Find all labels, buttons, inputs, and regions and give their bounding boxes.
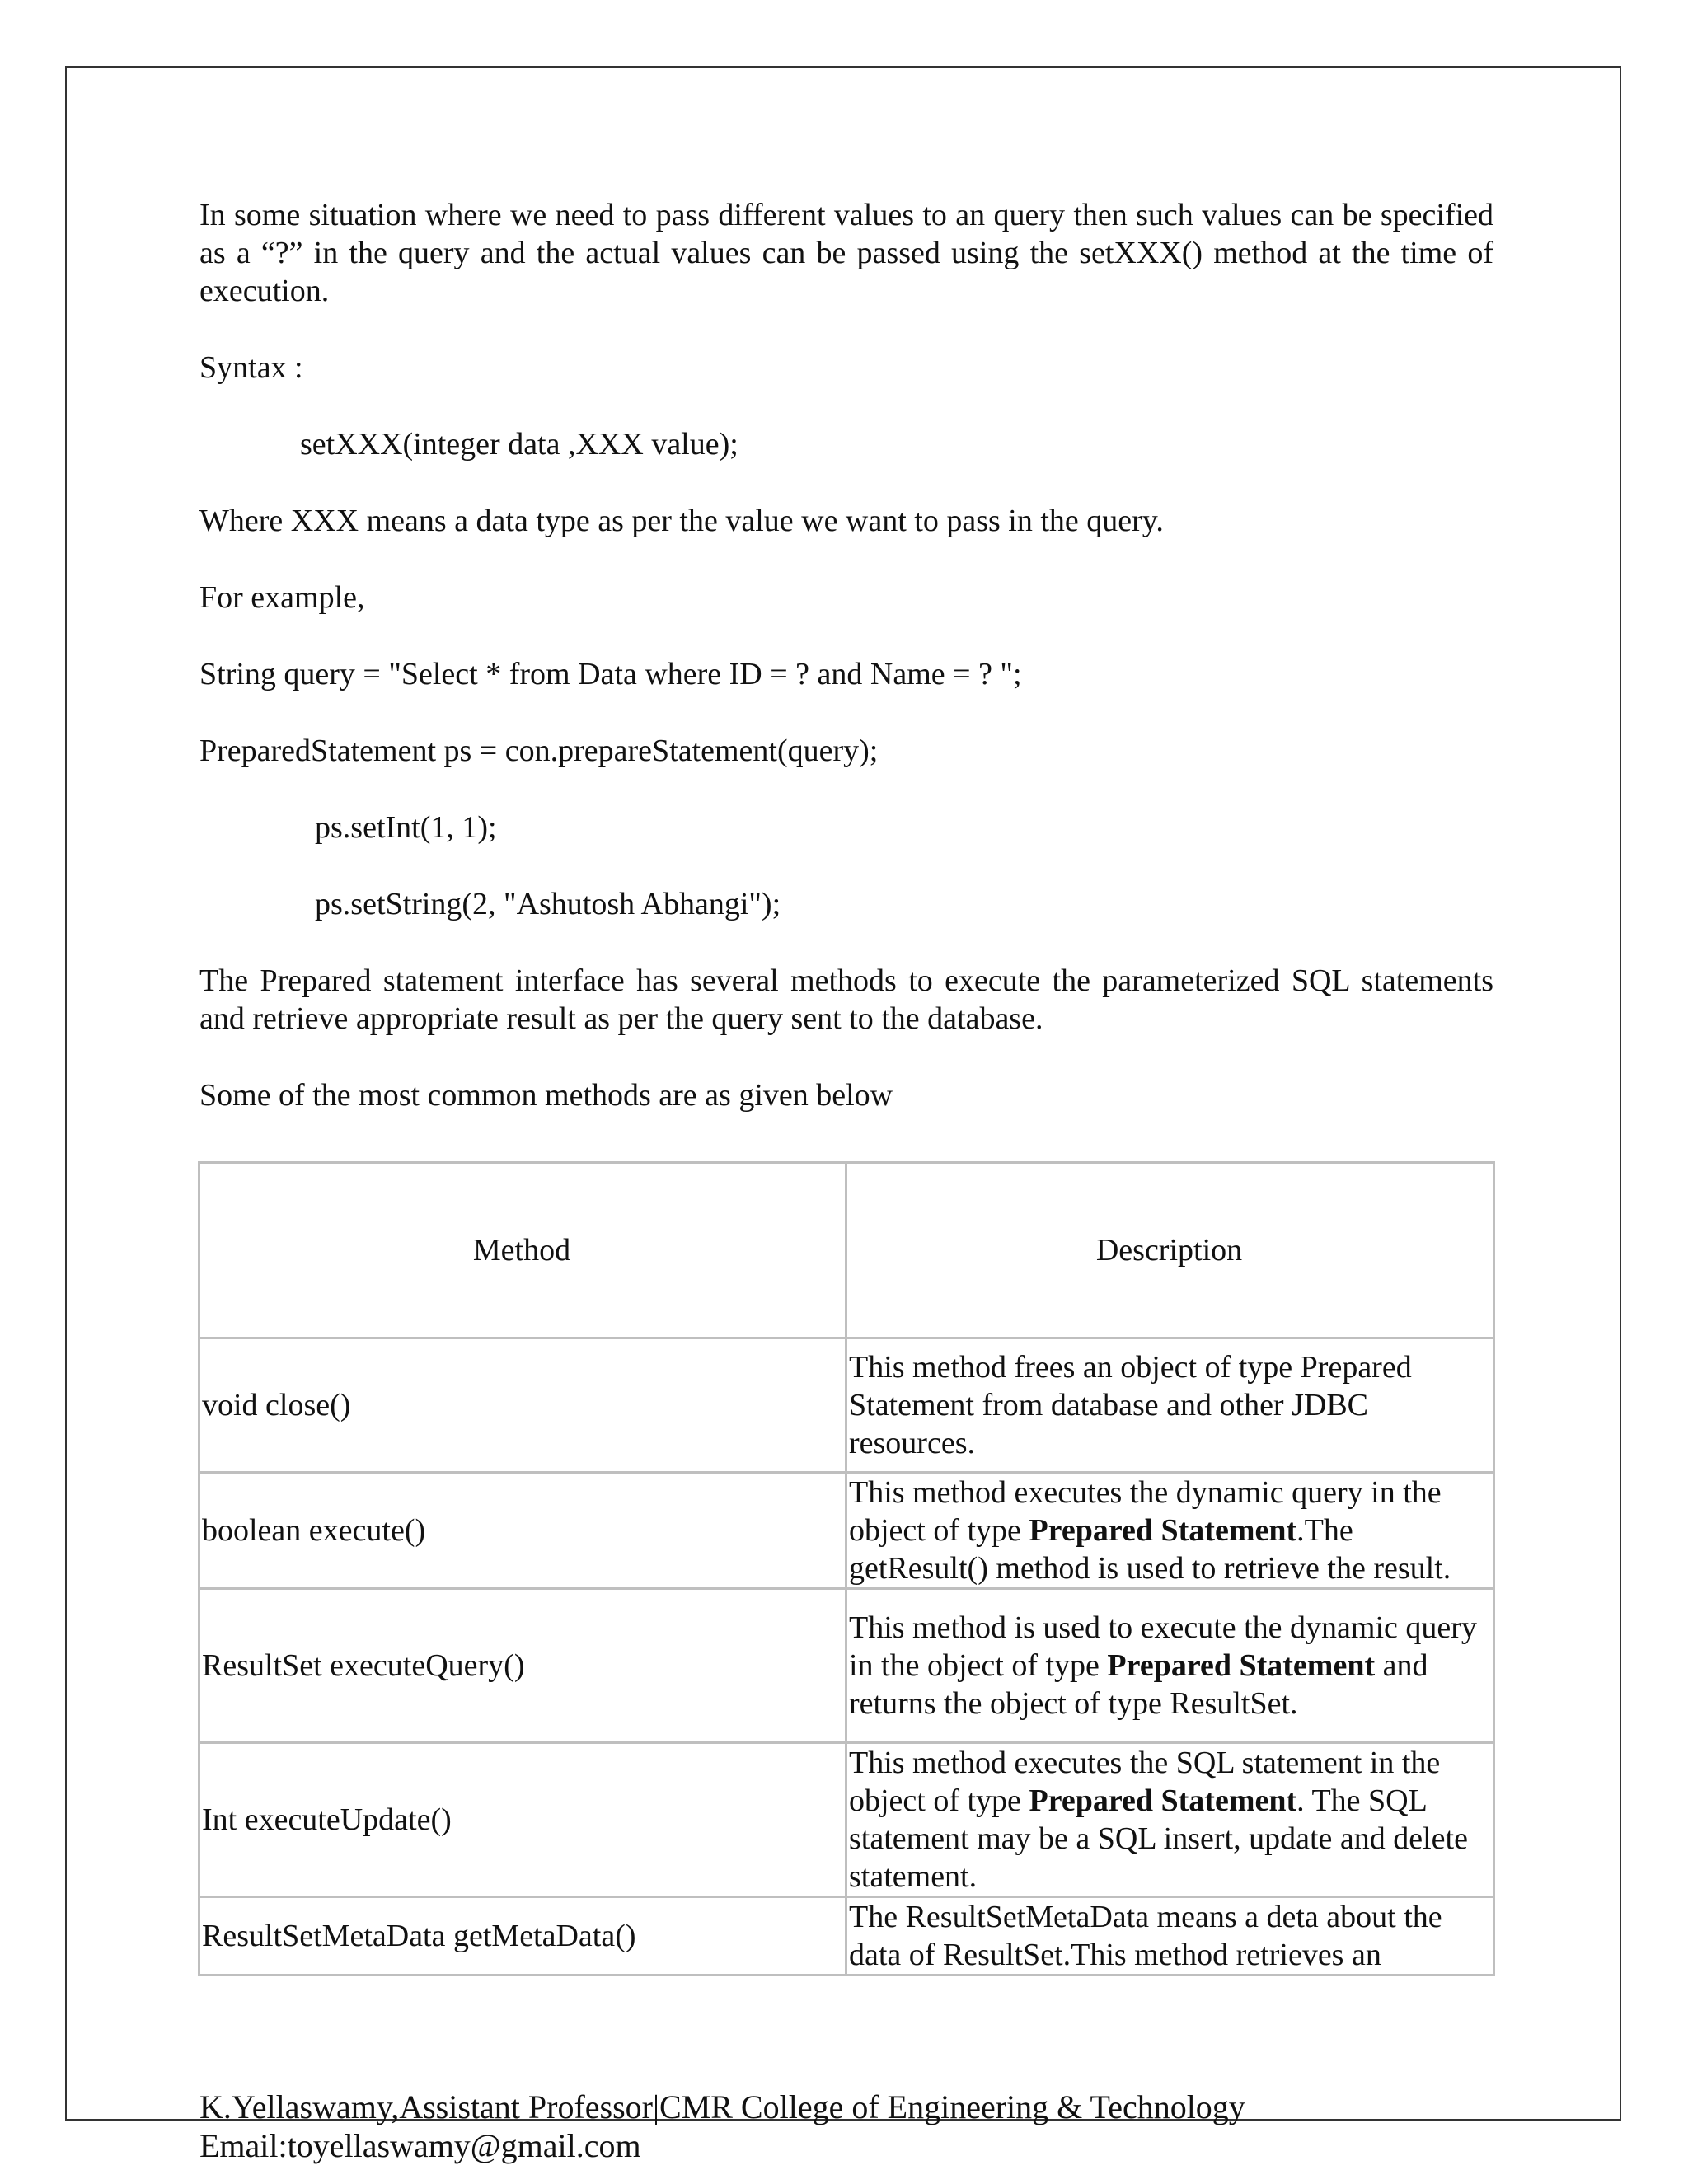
method-cell: Int executeUpdate() bbox=[199, 1743, 846, 1897]
description-cell bbox=[846, 1897, 1494, 1975]
description-text: This method executes the dynamic query in the object of type bbox=[849, 1475, 1442, 1548]
description-cell bbox=[846, 1338, 1494, 1473]
description-text: and returns the object of type ResultSet. bbox=[849, 1648, 1428, 1721]
description-bold-text: Prepared Statement bbox=[1107, 1648, 1376, 1683]
set-int-code-line: ps.setInt(1, 1); bbox=[315, 810, 497, 845]
description-text: .The getResult() method is used to retrieve the result. bbox=[849, 1513, 1451, 1586]
description-cell bbox=[846, 1473, 1494, 1589]
set-string-code-line: ps.setString(2, "Ashutosh Abhangi"); bbox=[315, 887, 781, 921]
description-bold-text: Prepared Statement bbox=[1029, 1513, 1297, 1548]
for-example-label: For example, bbox=[199, 580, 365, 615]
method-column-header: Method bbox=[199, 1163, 846, 1338]
page-footer bbox=[199, 2088, 1245, 2165]
description-text: This method is used to execute the dynamic query in the object of type bbox=[849, 1610, 1477, 1683]
description-text: . The SQL statement may be a SQL insert, update and delete statement. bbox=[849, 1783, 1468, 1894]
table-row bbox=[199, 1743, 1494, 1897]
description-column-header: Description bbox=[846, 1163, 1494, 1338]
method-cell: ResultSet executeQuery() bbox=[199, 1589, 846, 1743]
description-text: This method frees an object of type Prepared Statement from database and other JDBC resources. bbox=[849, 1350, 1412, 1460]
table-row bbox=[199, 1589, 1494, 1743]
intro-paragraph: In some situation where we need to pass different values to an query then such values can be specified as a “?” in the query and the actual values can be passed using the setXXX() method at the time of execution. bbox=[199, 198, 1493, 308]
description-cell bbox=[846, 1743, 1494, 1897]
method-cell: boolean execute() bbox=[199, 1473, 846, 1589]
methods-table bbox=[198, 1161, 1495, 1976]
table-row bbox=[199, 1338, 1494, 1473]
syntax-code: setXXX(integer data ,XXX value); bbox=[300, 427, 738, 462]
method-cell: ResultSetMetaData getMetaData() bbox=[199, 1897, 846, 1975]
syntax-label: Syntax : bbox=[199, 350, 303, 385]
description-text: This method executes the SQL statement in the object of type bbox=[849, 1746, 1441, 1818]
description-cell bbox=[846, 1589, 1494, 1743]
description-bold-text: Prepared Statement bbox=[1029, 1783, 1297, 1818]
footer-author-line: K.Yellaswamy,Assistant Professor|CMR College of Engineering & Technology bbox=[199, 2088, 1245, 2125]
where-paragraph: Where XXX means a data type as per the value we want to pass in the query. bbox=[199, 504, 1164, 538]
method-cell: void close() bbox=[199, 1338, 846, 1473]
query-code-line: String query = "Select * from Data where ID = ? and Name = ? "; bbox=[199, 657, 1022, 691]
table-row bbox=[199, 1473, 1494, 1589]
interface-description-paragraph: The Prepared statement interface has several methods to execute the parameterized SQL statements and retrieve appropriate result as per the query sent to the database. bbox=[199, 963, 1493, 1036]
prepared-statement-code-line: PreparedStatement ps = con.prepareStatement(query); bbox=[199, 733, 879, 768]
table-header-row bbox=[199, 1163, 1494, 1338]
common-methods-paragraph: Some of the most common methods are as given below bbox=[199, 1078, 893, 1113]
description-text: The ResultSetMetaData means a deta about the data of ResultSet.This method retrieves an bbox=[849, 1900, 1442, 1972]
footer-email-line: Email:toyellaswamy@gmail.com bbox=[199, 2127, 641, 2164]
document-body bbox=[199, 196, 1493, 1114]
table-row bbox=[199, 1897, 1494, 1975]
